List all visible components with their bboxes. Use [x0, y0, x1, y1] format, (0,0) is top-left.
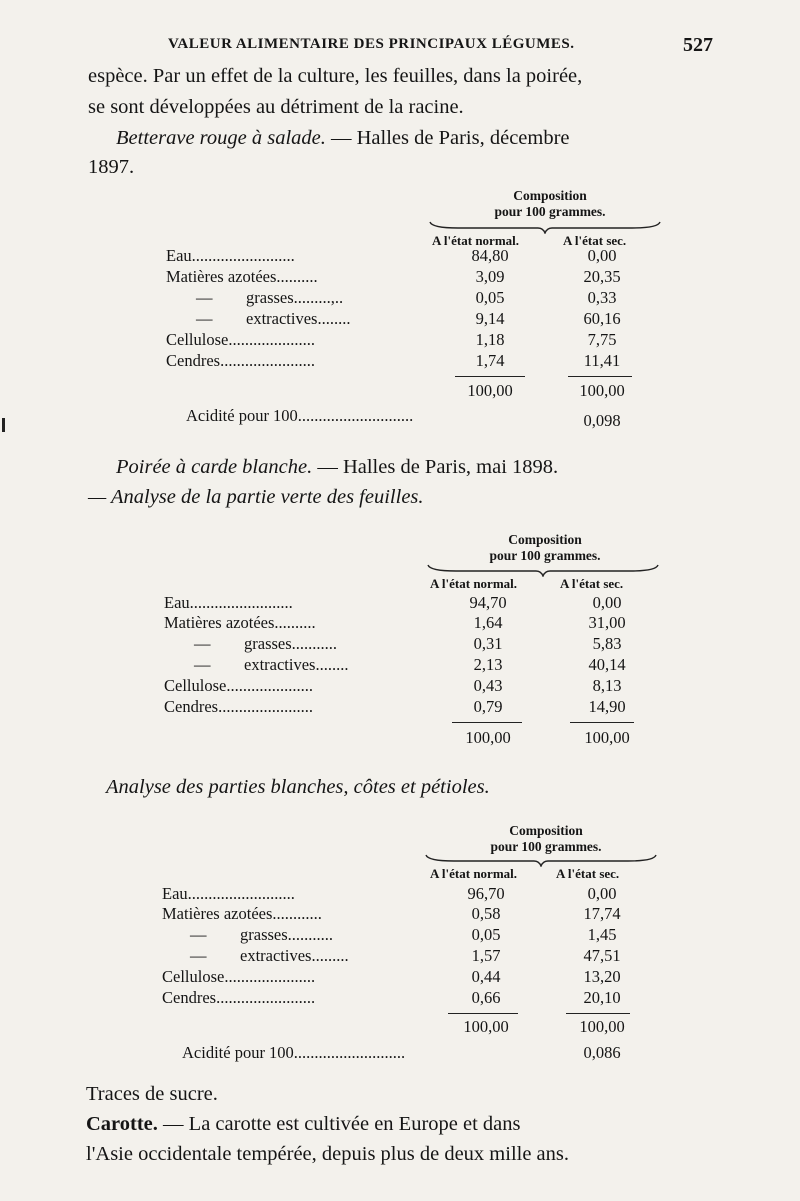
value-normal: 0,58	[471, 904, 501, 923]
section2-subtitle: — Analyse de la partie verte des feuilles.	[88, 486, 424, 508]
row-label-eau: Eau.........................	[166, 246, 295, 265]
composition-heading	[430, 188, 670, 220]
total-sec: 100,00	[579, 1017, 625, 1036]
value-sec: 20,35	[583, 267, 621, 286]
row-label-grasses	[196, 288, 343, 308]
value-sec: 0,00	[587, 246, 617, 265]
row-label-extractives	[196, 309, 350, 329]
value-sec: 5,83	[592, 634, 622, 653]
row-label-cendres: Cendres........................	[162, 988, 316, 1007]
value-sec: 8,13	[592, 676, 622, 695]
intro-line-1: espèce. Par un effet de la culture, les feuilles, dans la poirée,	[88, 65, 583, 87]
row-label-azotees: Matières azotées..........	[164, 613, 316, 632]
value-sec: 40,14	[588, 655, 626, 674]
section1-title	[116, 124, 570, 153]
row-label-grasses-text: grasses.........,..	[246, 288, 344, 307]
value-normal: 1,74	[475, 351, 505, 370]
value-sec: 7,75	[587, 330, 617, 349]
row-label-extractives-text: extractives.........	[240, 946, 349, 965]
composition-heading-line2: pour 100 grammes.	[489, 548, 601, 563]
ditto-dash: —	[196, 288, 213, 307]
row-label-extractives	[190, 946, 349, 966]
acidity-value: 0,086	[583, 1043, 621, 1062]
value-sec: 60,16	[583, 309, 621, 328]
section1-title-italic: Betterave rouge à salade.	[116, 127, 326, 149]
total-normal: 100,00	[467, 381, 513, 400]
col-head-normal: A l'état normal.	[432, 233, 520, 248]
total-sec: 100,00	[584, 728, 630, 747]
sum-rule	[452, 722, 522, 723]
row-label-grasses-text: grasses...........	[240, 925, 334, 944]
ditto-dash: —	[196, 309, 213, 328]
row-label-grasses	[194, 634, 337, 654]
carotte-bold: Carotte.	[86, 1113, 158, 1135]
value-normal: 96,70	[467, 884, 505, 903]
acidity-value: 0,098	[583, 411, 621, 430]
value-sec: 31,00	[588, 613, 626, 632]
page-number: 527	[683, 34, 713, 56]
value-sec: 14,90	[588, 697, 626, 716]
composition-heading-line1: Composition	[513, 188, 587, 203]
value-normal: 0,05	[471, 925, 501, 944]
acidity-label: Acidité pour 100............................	[186, 406, 414, 425]
value-normal: 0,66	[471, 988, 501, 1007]
carotte-line-2: l'Asie occidentale tempérée, depuis plus de deux mille ans.	[86, 1143, 570, 1165]
value-normal: 1,64	[473, 613, 503, 632]
composition-heading-line2: pour 100 grammes.	[490, 839, 602, 854]
value-sec: 11,41	[583, 351, 621, 370]
value-sec: 20,10	[583, 988, 621, 1007]
value-normal: 2,13	[473, 655, 503, 674]
acidity-label: Acidité pour 100...........................	[182, 1043, 406, 1062]
col-head-sec: A l'état sec.	[556, 866, 620, 881]
col-head-normal: A l'état normal.	[430, 866, 518, 881]
sum-rule	[448, 1013, 518, 1014]
composition-heading-line1: Composition	[509, 823, 583, 838]
value-normal: 0,79	[473, 697, 503, 716]
section3-title: Analyse des parties blanches, côtes et pétioles.	[106, 776, 490, 798]
brace-icon	[424, 853, 658, 867]
composition-heading	[426, 823, 666, 855]
value-normal: 3,09	[475, 267, 505, 286]
section2-title	[116, 453, 558, 482]
row-label-cellulose: Cellulose.....................	[166, 330, 315, 349]
composition-heading-line2: pour 100 grammes.	[494, 204, 606, 219]
traces-line: Traces de sucre.	[86, 1083, 218, 1105]
value-normal: 0,31	[473, 634, 503, 653]
row-label-cellulose: Cellulose......................	[162, 967, 316, 986]
margin-mark	[2, 418, 5, 432]
row-label-extractives-text: extractives........	[246, 309, 351, 328]
value-sec: 1,45	[587, 925, 617, 944]
intro-line-2: se sont développées au détriment de la racine.	[88, 96, 464, 118]
section2-title-rest: — Halles de Paris, mai 1898.	[312, 456, 559, 478]
value-sec: 13,20	[583, 967, 621, 986]
carotte-rest: — La carotte est cultivée en Europe et dans	[157, 1113, 521, 1135]
section1-year: 1897.	[88, 156, 135, 178]
value-normal: 1,57	[471, 946, 501, 965]
carotte-line-1	[86, 1110, 521, 1139]
row-label-extractives-text: extractives........	[244, 655, 349, 674]
row-label-azotees: Matières azotées............	[162, 904, 322, 923]
value-sec: 0,00	[587, 884, 617, 903]
value-normal: 84,80	[471, 246, 509, 265]
value-sec: 47,51	[583, 946, 621, 965]
sum-rule	[455, 376, 525, 377]
row-label-azotees: Matières azotées..........	[166, 267, 318, 286]
composition-heading-line1: Composition	[508, 532, 582, 547]
ditto-dash: —	[194, 634, 211, 653]
sum-rule	[566, 1013, 630, 1014]
value-normal: 0,43	[473, 676, 503, 695]
value-sec: 0,33	[587, 288, 617, 307]
row-label-cendres: Cendres.......................	[164, 697, 313, 716]
row-label-cellulose: Cellulose.....................	[164, 676, 313, 695]
ditto-dash: —	[190, 925, 207, 944]
value-sec: 0,00	[592, 593, 622, 612]
row-label-grasses	[190, 925, 333, 945]
row-label-eau: Eau.........................	[164, 593, 293, 612]
row-label-cendres: Cendres.......................	[166, 351, 315, 370]
row-label-eau: Eau..........................	[162, 884, 295, 903]
total-normal: 100,00	[465, 728, 511, 747]
brace-icon	[426, 563, 660, 577]
ditto-dash: —	[190, 946, 207, 965]
row-label-extractives	[194, 655, 348, 675]
col-head-sec: A l'état sec.	[560, 576, 624, 591]
running-head	[168, 36, 713, 60]
section1-title-rest: — Halles de Paris, décembre	[325, 127, 570, 149]
composition-heading	[425, 532, 665, 564]
total-sec: 100,00	[579, 381, 625, 400]
sum-rule	[568, 376, 632, 377]
value-sec: 17,74	[583, 904, 621, 923]
value-normal: 9,14	[475, 309, 505, 328]
ditto-dash: —	[194, 655, 211, 674]
value-normal: 94,70	[469, 593, 507, 612]
row-label-grasses-text: grasses...........	[244, 634, 338, 653]
running-title: VALEUR ALIMENTAIRE DES PRINCIPAUX LÉGUMES.	[168, 36, 575, 52]
sum-rule	[570, 722, 634, 723]
value-normal: 1,18	[475, 330, 505, 349]
value-normal: 0,44	[471, 967, 501, 986]
col-head-sec: A l'état sec.	[563, 233, 627, 248]
value-normal: 0,05	[475, 288, 505, 307]
total-normal: 100,00	[463, 1017, 509, 1036]
brace-icon	[428, 220, 662, 234]
section2-title-italic: Poirée à carde blanche.	[116, 456, 313, 478]
col-head-normal: A l'état normal.	[430, 576, 518, 591]
